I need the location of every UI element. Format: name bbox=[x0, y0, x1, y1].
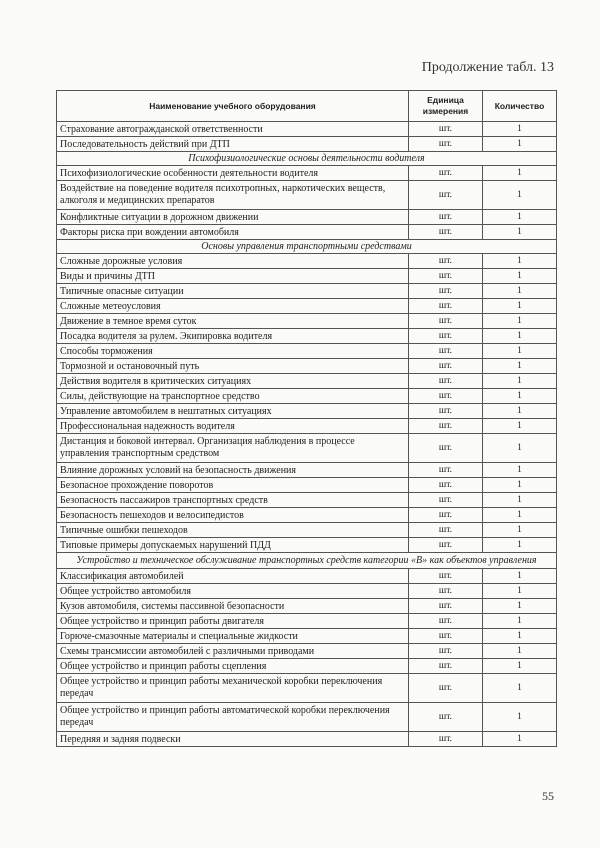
table-row bbox=[57, 659, 557, 674]
item-quantity: 1 bbox=[483, 732, 557, 747]
item-unit: шт. bbox=[409, 374, 483, 389]
item-unit: шт. bbox=[409, 732, 483, 747]
item-name: Горюче-смазочные материалы и специальные жидкости bbox=[57, 629, 409, 644]
item-name: Сложные метеоусловия bbox=[57, 299, 409, 314]
item-name: Классификация автомобилей bbox=[57, 569, 409, 584]
section-title: Устройство и техническое обслуживание транспортных средств категории «В» как объектов управления bbox=[57, 553, 557, 569]
page-number: 55 bbox=[542, 789, 554, 803]
item-name: Общее устройство и принцип работы автоматической коробки переключения передач bbox=[57, 703, 409, 732]
item-quantity: 1 bbox=[483, 569, 557, 584]
table-row bbox=[57, 374, 557, 389]
item-name: Страхование автогражданской ответственности bbox=[57, 122, 409, 137]
item-unit: шт. bbox=[409, 703, 483, 732]
table-header-row bbox=[57, 91, 557, 122]
item-quantity: 1 bbox=[483, 478, 557, 493]
table-row bbox=[57, 703, 557, 732]
item-quantity: 1 bbox=[483, 374, 557, 389]
item-unit: шт. bbox=[409, 644, 483, 659]
item-name: Схемы трансмиссии автомобилей с различными приводами bbox=[57, 644, 409, 659]
header-qty: Количество bbox=[483, 91, 557, 122]
item-quantity: 1 bbox=[483, 629, 557, 644]
table-row bbox=[57, 614, 557, 629]
item-quantity: 1 bbox=[483, 166, 557, 181]
item-quantity: 1 bbox=[483, 314, 557, 329]
table-row bbox=[57, 493, 557, 508]
item-name: Общее устройство и принцип работы механической коробки переключения передач bbox=[57, 674, 409, 703]
table-row bbox=[57, 523, 557, 538]
table-row bbox=[57, 122, 557, 137]
item-quantity: 1 bbox=[483, 137, 557, 152]
table-row bbox=[57, 389, 557, 404]
section-row bbox=[57, 240, 557, 254]
table-row bbox=[57, 210, 557, 225]
item-unit: шт. bbox=[409, 181, 483, 210]
item-unit: шт. bbox=[409, 122, 483, 137]
item-unit: шт. bbox=[409, 584, 483, 599]
section-row bbox=[57, 152, 557, 166]
header-unit: Единица измерения bbox=[409, 91, 483, 122]
table-body bbox=[57, 122, 557, 747]
table-row bbox=[57, 344, 557, 359]
item-unit: шт. bbox=[409, 629, 483, 644]
table-row bbox=[57, 314, 557, 329]
item-unit: шт. bbox=[409, 434, 483, 463]
item-unit: шт. bbox=[409, 538, 483, 553]
item-name: Последовательность действий при ДТП bbox=[57, 137, 409, 152]
table-row bbox=[57, 137, 557, 152]
item-quantity: 1 bbox=[483, 269, 557, 284]
item-name: Психофизиологические особенности деятельности водителя bbox=[57, 166, 409, 181]
item-quantity: 1 bbox=[483, 599, 557, 614]
item-name: Тормозной и остановочный путь bbox=[57, 359, 409, 374]
item-quantity: 1 bbox=[483, 614, 557, 629]
item-unit: шт. bbox=[409, 210, 483, 225]
item-unit: шт. bbox=[409, 404, 483, 419]
item-unit: шт. bbox=[409, 614, 483, 629]
item-name: Общее устройство и принцип работы двигателя bbox=[57, 614, 409, 629]
table-row bbox=[57, 629, 557, 644]
table-row bbox=[57, 463, 557, 478]
item-name: Типичные ошибки пешеходов bbox=[57, 523, 409, 538]
table-row bbox=[57, 732, 557, 747]
table-row bbox=[57, 181, 557, 210]
item-quantity: 1 bbox=[483, 284, 557, 299]
item-quantity: 1 bbox=[483, 584, 557, 599]
section-title: Психофизиологические основы деятельности водителя bbox=[57, 152, 557, 166]
item-quantity: 1 bbox=[483, 508, 557, 523]
item-name: Управление автомобилем в нештатных ситуациях bbox=[57, 404, 409, 419]
item-name: Движение в темное время суток bbox=[57, 314, 409, 329]
item-unit: шт. bbox=[409, 254, 483, 269]
table-row bbox=[57, 434, 557, 463]
item-quantity: 1 bbox=[483, 523, 557, 538]
item-name: Действия водителя в критических ситуациях bbox=[57, 374, 409, 389]
item-unit: шт. bbox=[409, 569, 483, 584]
item-quantity: 1 bbox=[483, 644, 557, 659]
item-unit: шт. bbox=[409, 674, 483, 703]
item-name: Воздействие на поведение водителя психотропных, наркотических веществ, алкоголя и медицинских препаратов bbox=[57, 181, 409, 210]
item-name: Виды и причины ДТП bbox=[57, 269, 409, 284]
table-row bbox=[57, 404, 557, 419]
table-row bbox=[57, 269, 557, 284]
item-unit: шт. bbox=[409, 389, 483, 404]
table-row bbox=[57, 674, 557, 703]
table-row bbox=[57, 254, 557, 269]
table-row bbox=[57, 644, 557, 659]
item-name: Безопасность пассажиров транспортных средств bbox=[57, 493, 409, 508]
item-name: Общее устройство автомобиля bbox=[57, 584, 409, 599]
item-name: Профессиональная надежность водителя bbox=[57, 419, 409, 434]
item-quantity: 1 bbox=[483, 181, 557, 210]
table-row bbox=[57, 538, 557, 553]
table-row bbox=[57, 225, 557, 240]
item-unit: шт. bbox=[409, 269, 483, 284]
item-quantity: 1 bbox=[483, 538, 557, 553]
item-unit: шт. bbox=[409, 137, 483, 152]
item-quantity: 1 bbox=[483, 389, 557, 404]
section-title: Основы управления транспортными средствами bbox=[57, 240, 557, 254]
item-unit: шт. bbox=[409, 419, 483, 434]
item-unit: шт. bbox=[409, 344, 483, 359]
item-quantity: 1 bbox=[483, 493, 557, 508]
item-quantity: 1 bbox=[483, 659, 557, 674]
item-quantity: 1 bbox=[483, 122, 557, 137]
item-name: Общее устройство и принцип работы сцепления bbox=[57, 659, 409, 674]
table-row bbox=[57, 569, 557, 584]
item-quantity: 1 bbox=[483, 434, 557, 463]
table-row bbox=[57, 329, 557, 344]
item-name: Силы, действующие на транспортное средство bbox=[57, 389, 409, 404]
item-name: Кузов автомобиля, системы пассивной безопасности bbox=[57, 599, 409, 614]
item-unit: шт. bbox=[409, 599, 483, 614]
item-unit: шт. bbox=[409, 225, 483, 240]
item-quantity: 1 bbox=[483, 225, 557, 240]
header-name: Наименование учебного оборудования bbox=[57, 91, 409, 122]
section-row bbox=[57, 553, 557, 569]
item-name: Дистанция и боковой интервал. Организация наблюдения в процессе управления транспортным средством bbox=[57, 434, 409, 463]
item-unit: шт. bbox=[409, 508, 483, 523]
item-name: Безопасное прохождение поворотов bbox=[57, 478, 409, 493]
item-quantity: 1 bbox=[483, 329, 557, 344]
item-name: Факторы риска при вождении автомобиля bbox=[57, 225, 409, 240]
item-quantity: 1 bbox=[483, 404, 557, 419]
item-name: Посадка водителя за рулем. Экипировка водителя bbox=[57, 329, 409, 344]
item-quantity: 1 bbox=[483, 210, 557, 225]
table-caption: Продолжение табл. 13 bbox=[421, 60, 554, 75]
table-row bbox=[57, 508, 557, 523]
item-unit: шт. bbox=[409, 284, 483, 299]
item-name: Типовые примеры допускаемых нарушений ПДД bbox=[57, 538, 409, 553]
table-row bbox=[57, 584, 557, 599]
item-unit: шт. bbox=[409, 463, 483, 478]
item-quantity: 1 bbox=[483, 299, 557, 314]
table-row bbox=[57, 419, 557, 434]
table-row bbox=[57, 478, 557, 493]
item-quantity: 1 bbox=[483, 419, 557, 434]
table-row bbox=[57, 599, 557, 614]
item-quantity: 1 bbox=[483, 254, 557, 269]
item-name: Влияние дорожных условий на безопасность движения bbox=[57, 463, 409, 478]
item-name: Сложные дорожные условия bbox=[57, 254, 409, 269]
item-quantity: 1 bbox=[483, 674, 557, 703]
item-quantity: 1 bbox=[483, 359, 557, 374]
equipment-table bbox=[56, 90, 557, 747]
table-row bbox=[57, 359, 557, 374]
item-unit: шт. bbox=[409, 523, 483, 538]
item-name: Конфликтные ситуации в дорожном движении bbox=[57, 210, 409, 225]
item-quantity: 1 bbox=[483, 463, 557, 478]
table-row bbox=[57, 166, 557, 181]
item-unit: шт. bbox=[409, 478, 483, 493]
item-quantity: 1 bbox=[483, 344, 557, 359]
item-unit: шт. bbox=[409, 299, 483, 314]
item-unit: шт. bbox=[409, 314, 483, 329]
item-quantity: 1 bbox=[483, 703, 557, 732]
item-name: Безопасность пешеходов и велосипедистов bbox=[57, 508, 409, 523]
item-name: Способы торможения bbox=[57, 344, 409, 359]
item-unit: шт. bbox=[409, 659, 483, 674]
item-unit: шт. bbox=[409, 166, 483, 181]
item-unit: шт. bbox=[409, 359, 483, 374]
table-row bbox=[57, 284, 557, 299]
item-name: Передняя и задняя подвески bbox=[57, 732, 409, 747]
item-name: Типичные опасные ситуации bbox=[57, 284, 409, 299]
item-unit: шт. bbox=[409, 493, 483, 508]
table-row bbox=[57, 299, 557, 314]
item-unit: шт. bbox=[409, 329, 483, 344]
